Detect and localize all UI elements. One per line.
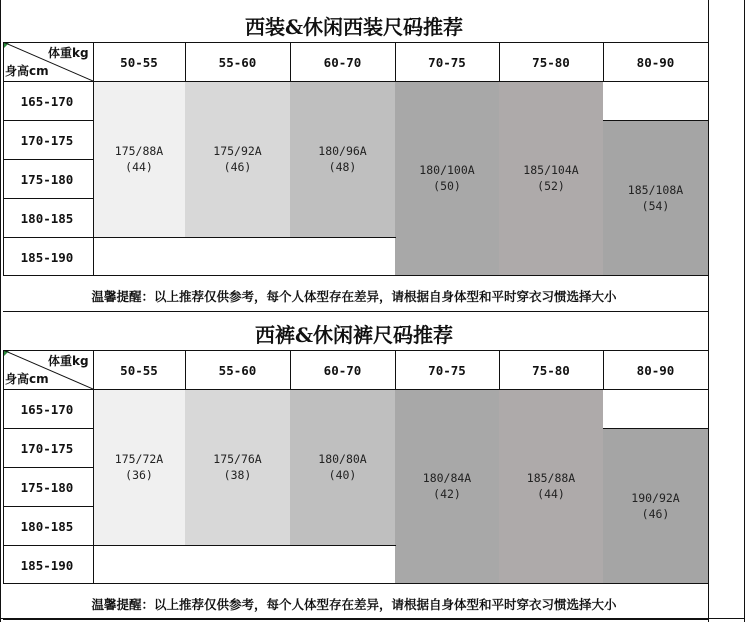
grid-line-v: [3, 350, 4, 584]
size-cell: [290, 81, 395, 237]
page-border-bottom: [0, 618, 745, 619]
corner-weight-label: 体重kg: [48, 354, 89, 368]
size-code: (44): [537, 487, 565, 501]
corner-weight-label: 体重kg: [48, 46, 89, 60]
grid-line-h: [3, 428, 94, 429]
grid-line-v: [93, 42, 94, 276]
size-code: (42): [433, 487, 461, 501]
grid-line-h: [3, 619, 709, 620]
grid-line-h: [3, 120, 94, 121]
weight-header: 80-90: [636, 55, 675, 70]
size-value: 180/80A: [318, 452, 367, 466]
corner-diagonal: [3, 350, 93, 389]
grid-line-v: [499, 350, 500, 390]
size-cell: [395, 389, 499, 583]
weight-header: 50-55: [120, 55, 158, 70]
size-cell: [290, 389, 395, 545]
table-title: 西装&休闲西装尺码推荐: [244, 15, 464, 39]
grid-line-v: [395, 350, 396, 390]
grid-line-h: [93, 237, 396, 238]
grid-line-h: [603, 120, 709, 121]
size-value: 180/96A: [318, 144, 367, 158]
weight-header: 55-60: [218, 363, 257, 378]
size-cell: [603, 428, 708, 583]
size-cell: [185, 389, 290, 545]
page-border-right-outer: [744, 0, 745, 622]
weight-header: 55-60: [218, 55, 257, 70]
height-label: 185-190: [20, 558, 74, 573]
weight-header: 75-80: [532, 363, 570, 378]
size-value: 180/84A: [422, 471, 472, 485]
size-cell: [603, 120, 708, 275]
size-code: (46): [223, 160, 252, 174]
size-code: (54): [641, 198, 670, 213]
weight-header: 50-55: [120, 363, 158, 378]
height-label: 170-175: [20, 441, 74, 456]
footnote: 温馨提醒：以上推荐仅供参考，每个人体型存在差异，请根据自身体型和平时穿衣习惯选择大小: [91, 289, 617, 304]
size-value: 185/108A: [627, 182, 684, 197]
height-label: 165-170: [20, 402, 74, 417]
size-cell: [185, 81, 290, 237]
grid-line-h: [3, 198, 94, 199]
height-label: 185-190: [20, 250, 74, 265]
size-code: (48): [328, 160, 357, 174]
height-label: 180-185: [20, 211, 74, 226]
grid-line-v: [93, 350, 94, 584]
size-value: 185/104A: [523, 163, 579, 177]
size-cell: [499, 81, 603, 275]
size-code: (52): [537, 179, 565, 193]
size-value: 175/72A: [114, 452, 164, 466]
grid-line-v: [3, 42, 4, 276]
weight-header: 60-70: [323, 55, 362, 70]
corner-diagonal: [3, 42, 93, 81]
weight-header: 60-70: [323, 363, 362, 378]
weight-header: 80-90: [636, 363, 675, 378]
grid-line-h: [3, 467, 94, 468]
grid-line-h: [3, 545, 94, 546]
grid-line-h: [3, 583, 709, 584]
size-code: (44): [125, 160, 153, 174]
corner-height-label: 身高cm: [5, 64, 49, 78]
grid-line-v: [395, 42, 396, 82]
size-cell: [499, 389, 603, 583]
grid-line-v: [603, 350, 604, 390]
grid-line-v: [603, 42, 604, 82]
grid-line-h: [3, 506, 94, 507]
page-border-right: [708, 0, 709, 622]
size-value: 190/92A: [631, 490, 680, 505]
size-code: (46): [641, 506, 670, 521]
height-label: 180-185: [20, 519, 74, 534]
size-cell: [93, 389, 185, 545]
grid-line-h: [3, 159, 94, 160]
size-value: 185/88A: [526, 471, 576, 485]
grid-line-h: [3, 237, 94, 238]
grid-line-h: [603, 428, 709, 429]
grid-line-v: [290, 350, 291, 390]
weight-header: 70-75: [428, 55, 466, 70]
weight-header: 70-75: [428, 363, 466, 378]
height-label: 165-170: [20, 94, 74, 109]
size-value: 180/100A: [419, 163, 475, 177]
size-value: 175/76A: [213, 452, 262, 466]
table-title: 西裤&休闲裤尺码推荐: [254, 323, 454, 347]
weight-header: 75-80: [532, 55, 570, 70]
grid-line-v: [499, 42, 500, 82]
size-value: 175/88A: [114, 144, 164, 158]
grid-line-v: [290, 42, 291, 82]
footnote: 温馨提醒：以上推荐仅供参考，每个人体型存在差异，请根据自身体型和平时穿衣习惯选择大小: [91, 597, 617, 612]
corner-height-label: 身高cm: [5, 372, 49, 386]
size-cell: [93, 81, 185, 237]
size-cell: [395, 81, 499, 275]
page-border-left: [0, 0, 1, 622]
size-code: (36): [125, 468, 153, 482]
grid-line-h: [3, 275, 709, 276]
grid-line-h: [93, 545, 396, 546]
height-label: 175-180: [20, 480, 74, 495]
size-value: 175/92A: [213, 144, 262, 158]
height-label: 175-180: [20, 172, 74, 187]
size-code: (50): [433, 179, 461, 193]
grid-line-v: [185, 42, 186, 82]
size-code: (40): [328, 468, 357, 482]
height-label: 170-175: [20, 133, 74, 148]
size-code: (38): [223, 468, 252, 482]
grid-line-v: [185, 350, 186, 390]
grid-line-h: [3, 311, 709, 312]
